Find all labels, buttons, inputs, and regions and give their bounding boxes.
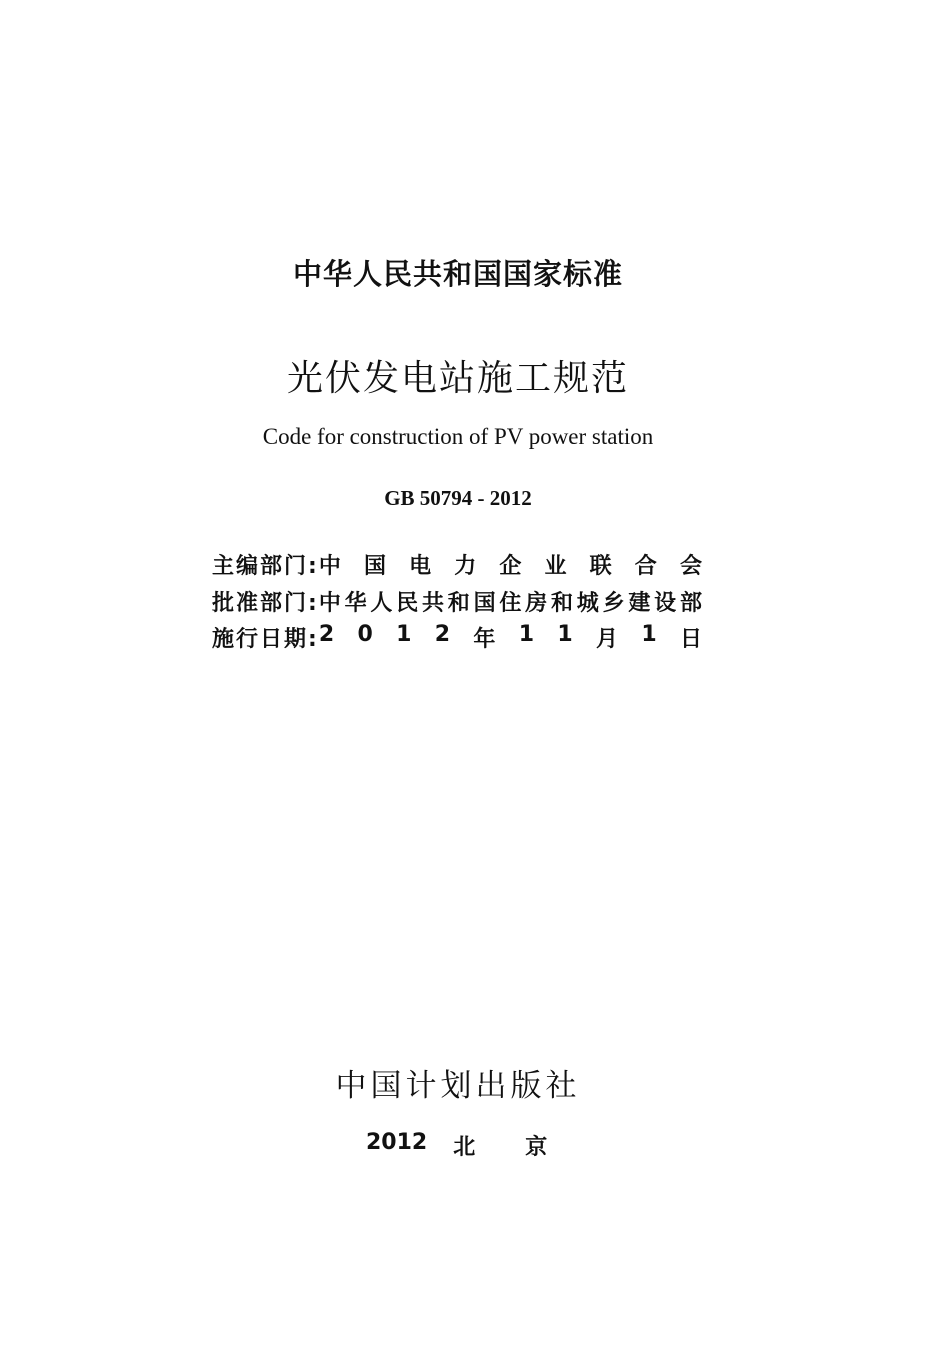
standard-code: GB 50794 - 2012 [384,486,532,510]
publication-city: 北京 [453,1135,598,1160]
effective-date-value [319,622,702,653]
standard-heading: 中华人民共和国国家标准 [292,257,623,291]
spread-char: 电 [409,554,432,579]
spread-char: 0 [357,622,373,647]
publication-year: 2012 [366,1130,428,1155]
spread-char: 民 [396,591,419,616]
spread-char: 共 [422,591,445,616]
spread-char: 会 [679,554,702,579]
spread-char: 1 [518,622,535,647]
spread-char: 国 [363,554,386,579]
spread-char: 部 [679,591,702,616]
spread-char: 和 [550,591,573,616]
spread-char: 企 [499,554,522,579]
spread-char: 日 [679,627,702,652]
spread-char: 联 [589,554,612,579]
spread-char: 设 [654,591,677,616]
spread-char: 国 [473,591,496,616]
spread-char: 合 [634,554,657,579]
spread-char: 华 [344,591,367,616]
spread-char: 和 [447,591,470,616]
spread-char: 人 [370,591,393,616]
title-english: Code for construction of PV power station [262,424,654,449]
spread-char: 力 [454,554,477,579]
spread-char: 建 [628,591,651,616]
spread-char: 1 [396,622,412,647]
publication-place [366,1130,597,1161]
editor-row [212,549,702,580]
spread-char: 1 [557,622,573,647]
spread-char: 城 [576,591,599,616]
effective-date-row [212,622,702,653]
spread-char: 年 [473,627,496,652]
editor-label: 主编部门: [212,554,319,579]
spread-char: 月 [596,627,619,652]
effective-date-label: 施行日期: [212,627,319,652]
title-chinese: 光伏发电站施工规范 [286,358,629,399]
spread-char: 住 [499,591,522,616]
spread-char: 2 [318,622,335,647]
publisher-name: 中国计划出版社 [335,1068,581,1104]
spread-char: 业 [544,554,567,579]
spread-char: 房 [525,591,548,616]
approver-value [319,586,702,617]
approver-label: 批准部门: [212,591,319,616]
spread-char: 乡 [602,591,625,616]
spread-char: 中 [318,591,341,616]
editor-value [319,549,702,580]
spread-char: 2 [434,622,451,647]
approver-row [212,586,702,617]
spread-char: 1 [641,622,657,647]
spread-char: 中 [318,554,341,579]
